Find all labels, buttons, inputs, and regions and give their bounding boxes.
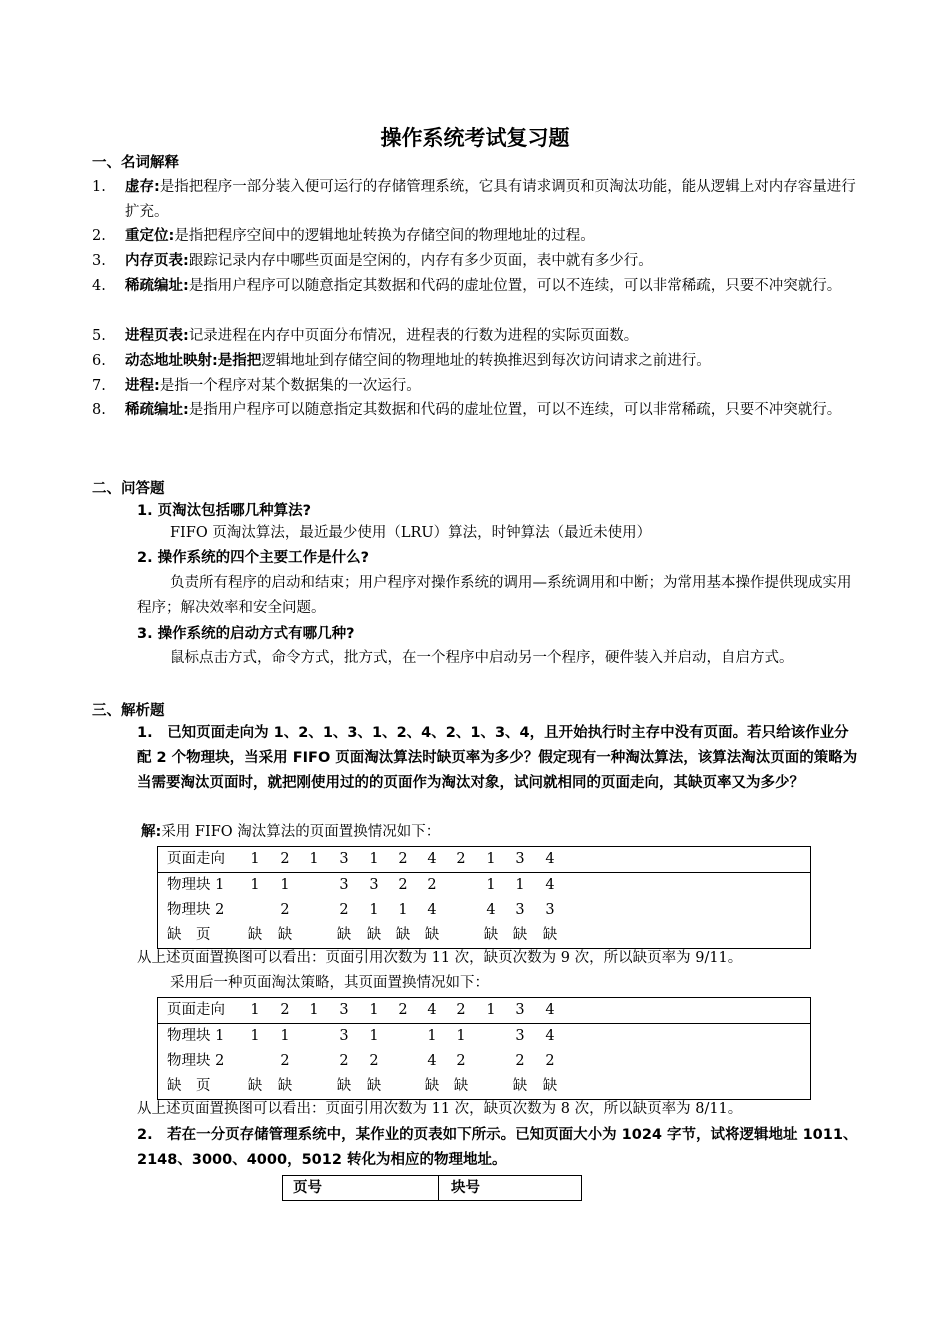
table-cell: 4 (545, 877, 555, 893)
table-cell: 3 (545, 902, 555, 918)
table-cell: 缺 (512, 927, 528, 943)
table-cell: 1 (250, 877, 260, 893)
table-cell: 1 (486, 877, 496, 893)
definition-number: 7. (92, 378, 106, 394)
row-label: 物理块 2 (167, 1053, 225, 1069)
table-cell: 1 (250, 1028, 260, 1044)
table-cell: 2 (456, 851, 466, 867)
definition-text: 是指一个程序对某个数据集的一次运行。 (159, 378, 421, 394)
table-cell: 缺 (395, 927, 411, 943)
definition-item (92, 224, 860, 249)
table-cell: 3 (515, 1002, 525, 1018)
table-cell: 2 (339, 902, 349, 918)
page-table-col-block: 块号 (451, 1180, 480, 1196)
row-label: 页面走向 (167, 1002, 225, 1018)
table-cell: 1 (369, 1028, 379, 1044)
fifo-table (157, 846, 811, 949)
definition-item (92, 175, 860, 225)
table-cell: 2 (398, 877, 408, 893)
table-cell: 2 (427, 877, 437, 893)
table-cell: 缺 (542, 1078, 558, 1094)
definition-text: 记录进程在内存中页面分布情况，进程表的行数为进程的实际页面数。 (188, 328, 639, 344)
table-cell: 缺 (483, 927, 499, 943)
page-title: 操作系统考试复习题 (380, 126, 570, 150)
table-cell: 2 (369, 1053, 379, 1069)
definition-term: 稀疏编址: (125, 402, 189, 418)
table-cell: 3 (515, 851, 525, 867)
table-cell: 4 (545, 851, 555, 867)
block2-row (158, 1049, 810, 1074)
row-label: 缺 页 (167, 1078, 211, 1094)
definition-term: 虚存: (125, 179, 160, 195)
policy2-table (157, 997, 811, 1100)
table-cell: 1 (309, 851, 319, 867)
definition-text: 是指用户程序可以随意指定其数据和代码的虚址位置，可以不连续，可以非常稀疏，只要不冲突就行。 (188, 278, 842, 294)
table-cell: 4 (486, 902, 496, 918)
problem-2: 2. 若在一分页存储管理系统中，某作业的页表如下所示。已知页面大小为 1024 字节，试将逻辑地址 1011、2148、3000、4000，5012 转化为相应的物理地址。 (137, 1127, 858, 1168)
definition-number: 3. (92, 253, 106, 269)
table-cell: 1 (369, 902, 379, 918)
table-cell: 1 (309, 1002, 319, 1018)
definition-term: 进程: (125, 378, 160, 394)
table-cell: 缺 (542, 927, 558, 943)
table-cell: 2 (456, 1053, 466, 1069)
table-cell: 3 (339, 877, 349, 893)
table-cell: 2 (398, 851, 408, 867)
definition-text: 是指用户程序可以随意指定其数据和代码的虚址位置，可以不连续，可以非常稀疏，只要不冲突就行。 (188, 402, 842, 418)
definition-item (92, 374, 860, 399)
row-label: 页面走向 (167, 851, 225, 867)
definition-item (92, 398, 860, 423)
table-cell: 缺 (366, 927, 382, 943)
table-cell: 缺 (366, 1078, 382, 1094)
page-table (282, 1175, 582, 1201)
table-cell: 4 (427, 1053, 437, 1069)
table-cell: 缺 (424, 927, 440, 943)
definition-number: 5. (92, 328, 106, 344)
table-cell: 3 (339, 851, 349, 867)
table-cell: 1 (486, 851, 496, 867)
definition-item (92, 249, 860, 274)
section1-heading: 一、名词解释 (92, 155, 179, 171)
table-cell: 3 (339, 1028, 349, 1044)
table-cell: 2 (339, 1053, 349, 1069)
table-cell: 1 (250, 1002, 260, 1018)
table-cell: 缺 (512, 1078, 528, 1094)
row-label: 物理块 1 (167, 1028, 225, 1044)
table-cell: 2 (545, 1053, 555, 1069)
intro-2: 采用后一种页面淘汰策略，其页面置换情况如下： (170, 975, 489, 991)
question-2: 2. 操作系统的四个主要工作是什么? (137, 550, 370, 566)
table-cell: 1 (486, 1002, 496, 1018)
table-cell: 1 (369, 1002, 379, 1018)
problem-1: 1. 已知页面走向为 1、2、1、3、1、2、4、2、1、3、4，且开始执行时主存中没有页面。若只给该作业分配 2 个物理块，当采用 FIFO 页面淘汰算法时缺页率为多少？假定现有一种淘汰算法，该算法淘汰页面的策略为当需要淘汰页面时，就把刚使用过的的页面作为淘汰对象，试问就相同的页面走向，其缺页率又为多少？ (137, 725, 858, 791)
table-cell: 3 (369, 877, 379, 893)
answer-1: FIFO 页淘汰算法，最近最少使用（LRU）算法，时钟算法（最近未使用） (170, 525, 652, 541)
definition-term: 重定位: (125, 228, 175, 244)
fault-row (158, 923, 810, 948)
table-cell: 4 (545, 1028, 555, 1044)
table-cell: 4 (427, 902, 437, 918)
fault-row (158, 1074, 810, 1099)
table-cell: 缺 (453, 1078, 469, 1094)
definition-text: 跟踪记录内存中哪些页面是空闲的，内存有多少页面，表中就有多少行。 (188, 253, 653, 269)
table-cell: 3 (339, 1002, 349, 1018)
table-cell: 缺 (336, 1078, 352, 1094)
definition-number: 6. (92, 353, 106, 369)
table-cell: 2 (280, 902, 290, 918)
block1-row (158, 1024, 810, 1049)
solution-label: 解: (141, 824, 162, 840)
definition-text: 是指把程序一部分装入便可运行的存储管理系统，它具有请求调页和页淘汰功能，能从逻辑上对内存容量进行扩充。 (125, 179, 856, 220)
definition-term: 稀疏编址: (125, 278, 189, 294)
block1-row (158, 873, 810, 898)
table-cell: 缺 (277, 1078, 293, 1094)
solution-text: 采用 FIFO 淘汰算法的页面置换情况如下： (161, 824, 441, 840)
solution-line (141, 820, 865, 845)
definition-term: 内存页表: (125, 253, 189, 269)
table-cell: 1 (398, 902, 408, 918)
table-cell: 1 (280, 877, 290, 893)
row-label: 物理块 2 (167, 902, 225, 918)
table-cell: 缺 (336, 927, 352, 943)
definition-number: 8. (92, 402, 106, 418)
table-cell: 1 (515, 877, 525, 893)
table-cell: 1 (250, 851, 260, 867)
definition-term: 进程页表: (125, 328, 189, 344)
result-1: 从上述页面置换图可以看出：页面引用次数为 11 次，缺页次数为 9 次，所以缺页率为 9/11。 (137, 950, 743, 966)
table-cell: 1 (427, 1028, 437, 1044)
definition-number: 1. (92, 179, 106, 195)
question-1: 1. 页淘汰包括哪几种算法? (137, 503, 312, 519)
section3-heading: 三、解析题 (92, 703, 165, 719)
table-cell: 缺 (247, 1078, 263, 1094)
table-cell: 2 (280, 851, 290, 867)
table-cell: 2 (280, 1053, 290, 1069)
table-cell: 4 (545, 1002, 555, 1018)
page-sequence-row (158, 998, 810, 1024)
table-cell: 4 (427, 851, 437, 867)
definition-term: 动态地址映射:是指把 (125, 353, 262, 369)
table-cell: 缺 (424, 1078, 440, 1094)
definition-number: 2. (92, 228, 106, 244)
section2-heading: 二、问答题 (92, 481, 165, 497)
table-cell: 2 (280, 1002, 290, 1018)
result-2: 从上述页面置换图可以看出：页面引用次数为 11 次，缺页次数为 8 次，所以缺页率为 8/11。 (137, 1101, 743, 1117)
table-cell: 2 (398, 1002, 408, 1018)
definition-item (92, 349, 860, 374)
table-cell: 3 (515, 1028, 525, 1044)
table-cell: 1 (280, 1028, 290, 1044)
page-table-col-page: 页号 (283, 1176, 439, 1200)
answer-3: 鼠标点击方式，命令方式，批方式，在一个程序中启动另一个程序，硬件装入并启动，自启方式。 (170, 650, 794, 666)
definition-text: 是指把程序空间中的逻辑地址转换为存储空间的物理地址的过程。 (174, 228, 595, 244)
table-cell: 1 (369, 851, 379, 867)
table-cell: 缺 (247, 927, 263, 943)
row-label: 缺 页 (167, 927, 211, 943)
definition-item (92, 274, 860, 299)
definition-text: 逻辑地址到存储空间的物理地址的转换推迟到每次访问请求之前进行。 (261, 353, 711, 369)
block2-row (158, 898, 810, 923)
table-cell: 3 (515, 902, 525, 918)
table-cell: 2 (456, 1002, 466, 1018)
question-3: 3. 操作系统的启动方式有哪几种? (137, 626, 355, 642)
table-cell: 1 (456, 1028, 466, 1044)
table-cell: 2 (515, 1053, 525, 1069)
definition-number: 4. (92, 278, 106, 294)
definition-item (92, 324, 860, 349)
row-label: 物理块 1 (167, 877, 225, 893)
answer-2: 负责所有程序的启动和结束；用户程序对操作系统的调用—系统调用和中断；为常用基本操作提供现成实用程序；解决效率和安全问题。 (137, 575, 852, 616)
table-cell: 4 (427, 1002, 437, 1018)
page-sequence-row (158, 847, 810, 873)
table-cell: 缺 (277, 927, 293, 943)
